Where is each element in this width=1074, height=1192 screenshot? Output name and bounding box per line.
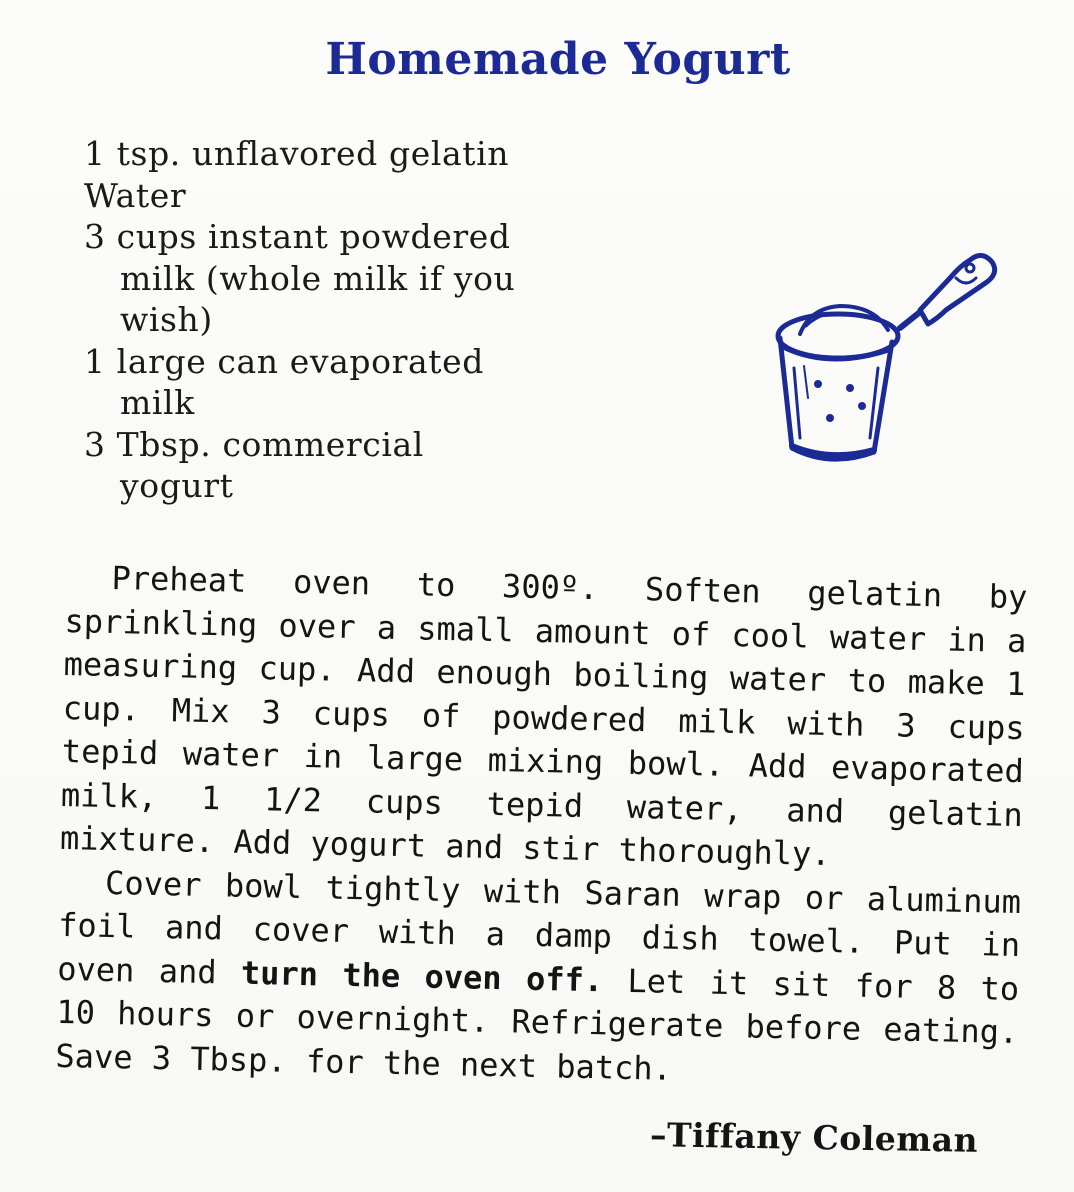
- ingredient-item: Water: [84, 175, 187, 215]
- ingredient-item: 3 cups instant powdered milk (whole milk if you wish): [84, 217, 527, 339]
- instruction-text: Cover bowl tightly with Saran wrap or aluminum foil and cover with a damp dish towel. Put in oven and: [56, 863, 1022, 992]
- instruction-paragraph: Preheat oven to 300º. Soften gelatin by sprinkling over a small amount of cool water in a measuring cup. Add enough boiling water to make 1 cup. Mix 3 cups of powdered milk with 3 cups tepid water in large mixing bowl. Add evaporated milk, 1 1/2 cups tepid water, and gelatin mixture. Add yogurt and stir thoroughly.: [59, 558, 1028, 874]
- recipe-instructions: [55, 556, 1028, 1098]
- measuring-cup-with-scoop-icon: [770, 238, 1010, 478]
- ingredient-list: [84, 133, 584, 507]
- ingredient-item: 1 tsp. unflavored gelatin: [84, 134, 510, 173]
- instruction-text: Let it sit for 8 to 10 hours or overnight. Refrigerate before eating. Save 3 Tbsp. for the next batch.: [55, 960, 1020, 1088]
- recipe-title: Homemade Yogurt: [325, 34, 791, 85]
- ingredient-item: 1 large can evaporated milk: [84, 341, 496, 422]
- instruction-emphasis: turn the oven off.: [240, 953, 604, 999]
- recipe-attribution: –Tiffany Coleman: [649, 1115, 979, 1160]
- instruction-paragraph: [55, 860, 1021, 1098]
- ingredient-item: 3 Tbsp. commercial yogurt: [84, 424, 436, 505]
